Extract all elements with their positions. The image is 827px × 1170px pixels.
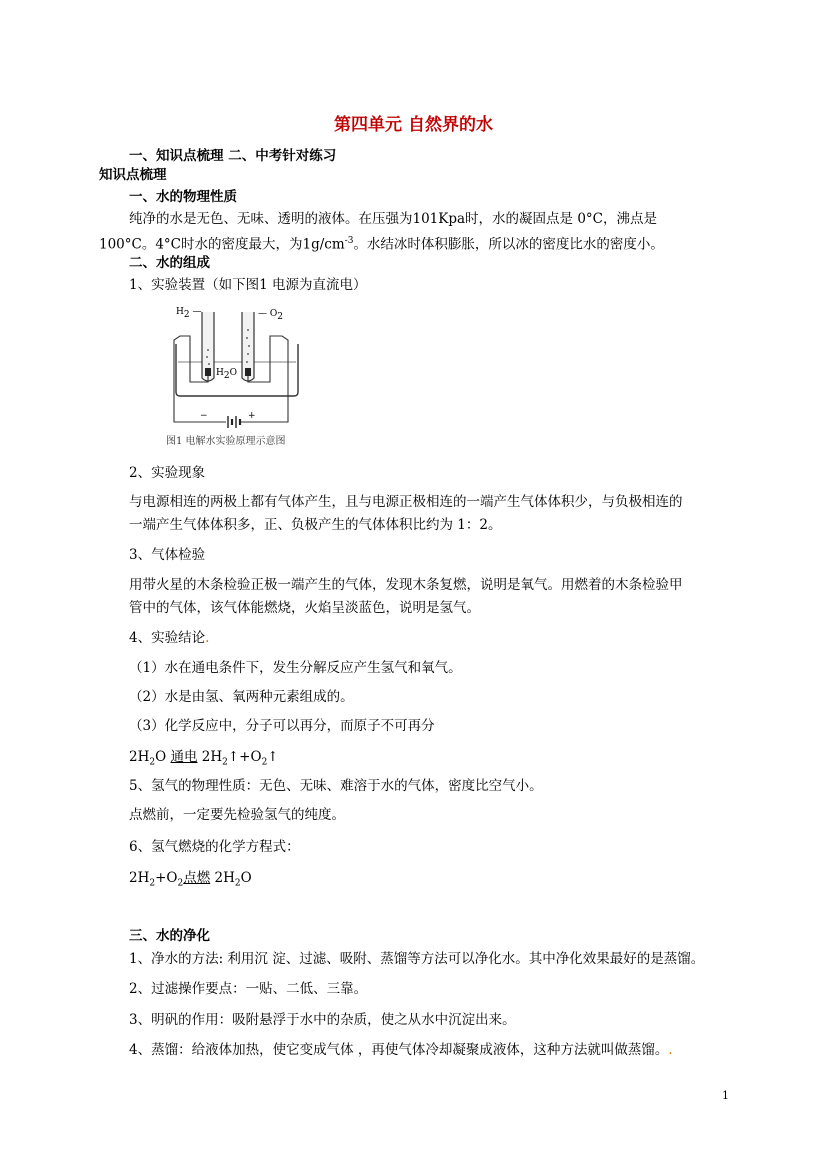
purification-item-4: 4、蒸馏：给液体加热，使它变成气体 ，再使气体冷却凝聚成液体，这种方法就叫做蒸馏。.: [129, 1042, 673, 1058]
toc-line: 一、知识点梳理 二、中考针对练习: [129, 148, 337, 164]
item-apparatus: 1、实验装置（如下图1 电源为直流电）: [129, 277, 367, 293]
purification-item-3: 3、明矾的作用：吸附悬浮于水中的杂质，使之从水中沉淀出来。: [129, 1012, 516, 1028]
purification-item-1: 1、净水的方法: 利用沉 淀、过滤、吸附、蒸馏等方法可以净化水。其中净化效果最好的是蒸馏。: [129, 951, 705, 967]
page-number: 1: [722, 1089, 729, 1102]
figure-caption: 图1 电解水实验原理示意图: [166, 436, 286, 447]
item-gas-test: 3、气体检验: [129, 547, 206, 563]
item-phenomena: 2、实验现象: [129, 465, 206, 481]
label-o2: — $O_2$: [258, 309, 283, 322]
label-h2: $H_2$ —: [176, 307, 202, 320]
heading-composition: 二、水的组成: [129, 255, 210, 271]
item-hydrogen-combustion: 6、氢气燃烧的化学方程式：: [129, 839, 300, 855]
physical-properties-text-line1: 纯净的水是无色、无味、透明的液体。在压强为101Kpa时，水的凝固点是 0°C，沸点是: [129, 211, 658, 227]
phenomena-text-line1: 与电源相连的两极上都有气体产生，且与电源正极相连的一端产生气体体积少，与负极相连的: [129, 494, 683, 510]
label-positive: +: [248, 411, 256, 421]
conclusion-1: （1）水在通电条件下，发生分解反应产生氢气和氧气。: [129, 660, 462, 676]
document-title: 第四单元 自然界的水: [334, 115, 493, 135]
gas-test-text-line1: 用带火星的木条检验正极一端产生的气体，发现木条复燃，说明是氧气。用燃着的木条检验甲: [129, 577, 683, 593]
purification-item-2: 2、过滤操作要点：一贴、二低、三靠。: [129, 981, 368, 997]
phenomena-text-line2: 一端产生气体体积多，正、负极产生的气体体积比约为 1：2。: [129, 517, 502, 533]
label-negative: −: [200, 411, 208, 421]
physical-properties-text-line2: 100°C。4°C时水的密度最大，为$1g/cm^{-3}$。水结冰时体积膨胀，所以冰的密度比水的密度小。: [99, 236, 664, 253]
section-heading: 知识点梳理: [99, 167, 167, 183]
equation-electrolysis: $2H_2O$ 通电 $2H_2↑+O_2↑$: [129, 749, 279, 768]
equation-combustion: $2H_2+O_2$点燃 $2H_2O$: [129, 870, 252, 889]
heading-purification: 三、水的净化: [129, 928, 210, 944]
conclusion-3: （3）化学反应中，分子可以再分，而原子不可再分: [129, 718, 435, 734]
conclusion-2: （2）水是由氢、氧两种元素组成的。: [129, 689, 354, 705]
label-water: $H_2O$: [216, 368, 237, 381]
item-hydrogen-properties: 5、氢气的物理性质：无色、无味、难溶于水的气体，密度比空气小。: [129, 778, 543, 794]
hydrogen-purity-note: 点燃前，一定要先检验氢气的纯度。: [129, 807, 345, 823]
electrolysis-figure: [166, 300, 312, 450]
gas-test-text-line2: 管中的气体，该气体能燃烧，火焰呈淡蓝色，说明是氢气。: [129, 600, 480, 616]
item-conclusion: 4、实验结论.: [129, 630, 210, 646]
heading-physical-properties: 一、水的物理性质: [129, 189, 237, 205]
